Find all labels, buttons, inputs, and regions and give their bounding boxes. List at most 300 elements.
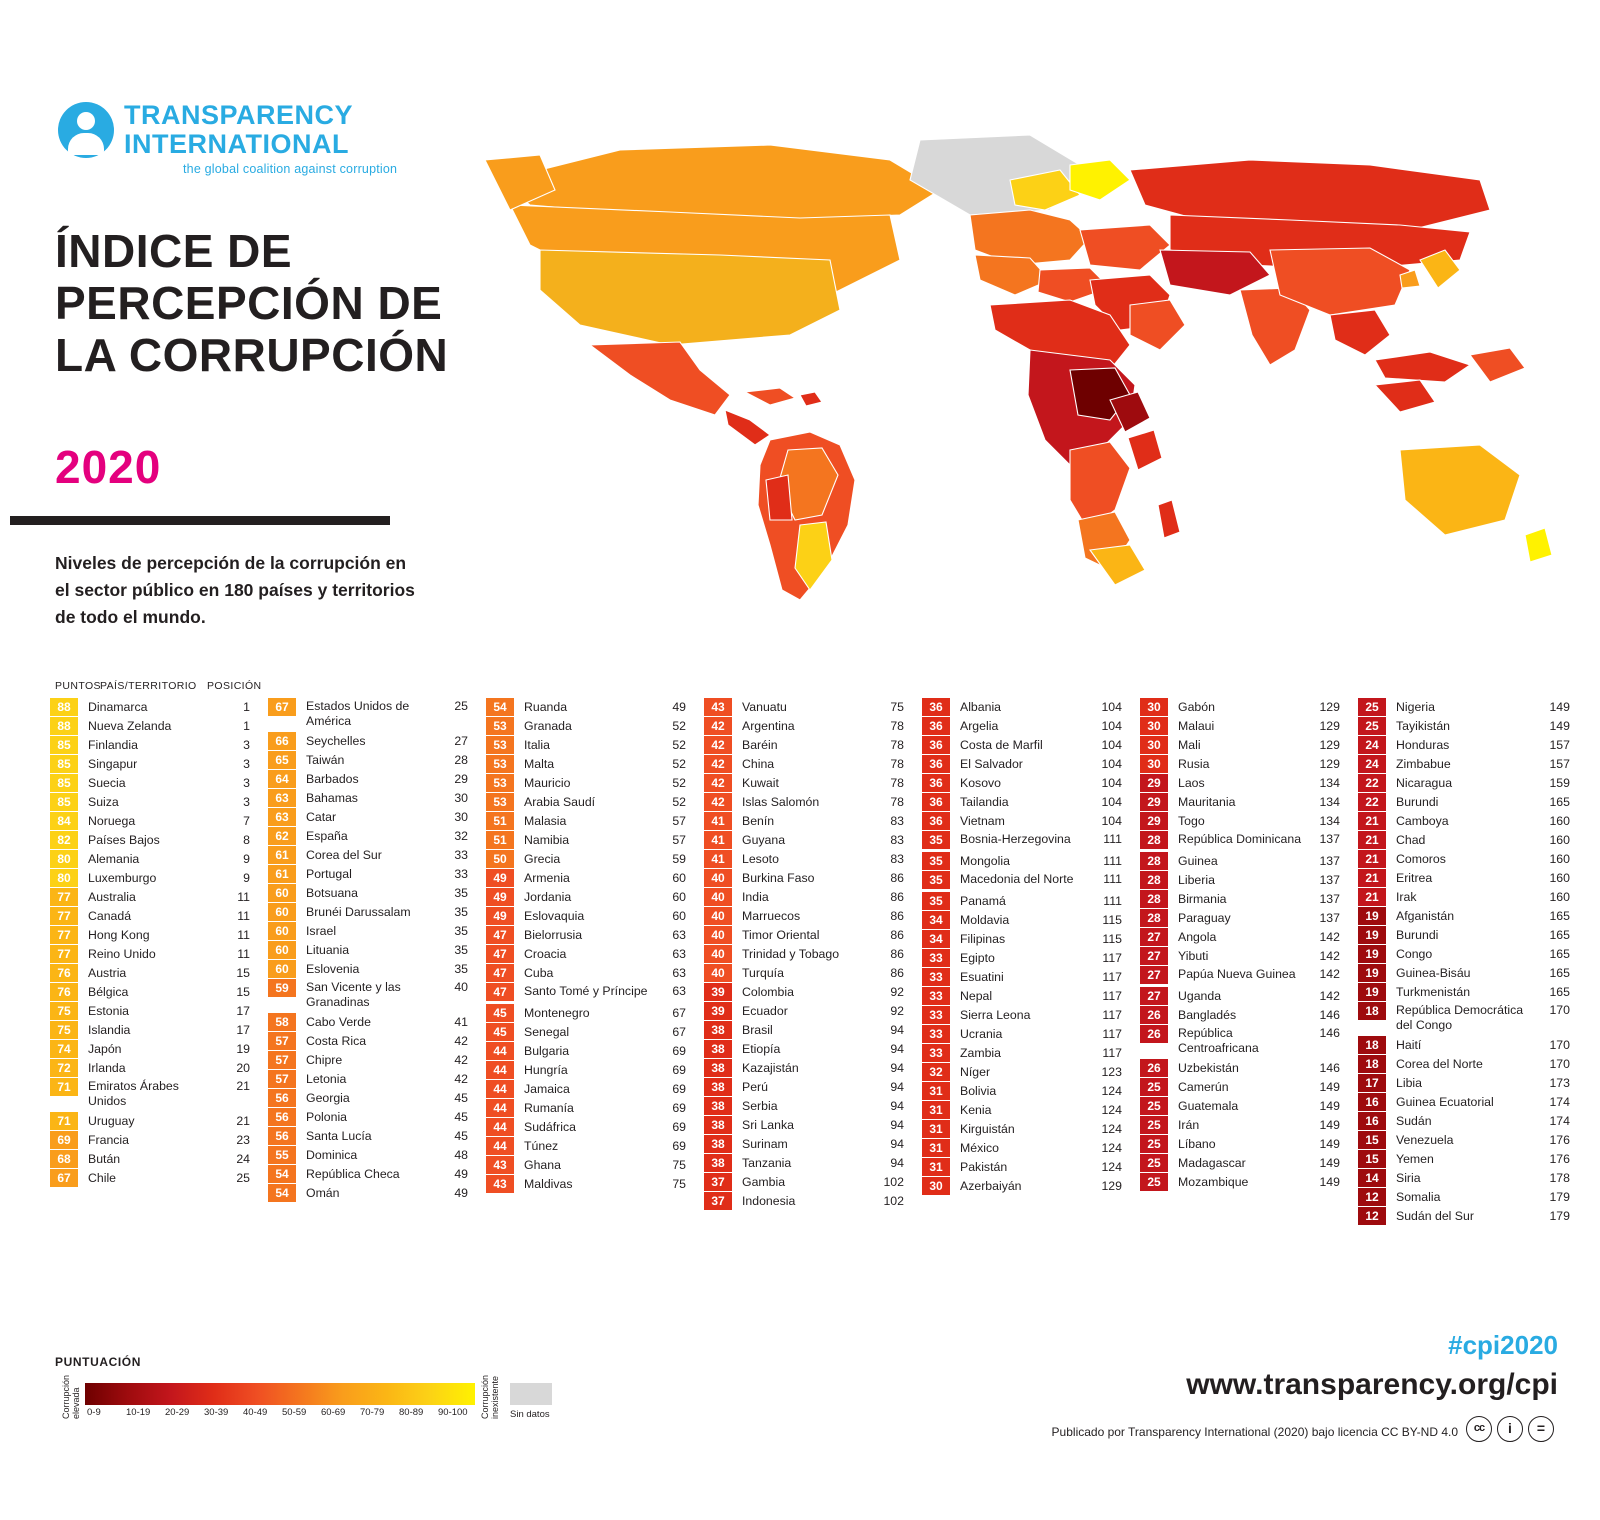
table-row[interactable] bbox=[486, 793, 686, 811]
table-row[interactable] bbox=[50, 812, 250, 830]
table-row[interactable] bbox=[1140, 774, 1340, 792]
table-row[interactable] bbox=[1358, 755, 1570, 773]
country-rank: 170 bbox=[1549, 1003, 1570, 1017]
table-row[interactable] bbox=[704, 793, 904, 811]
table-row[interactable] bbox=[268, 1127, 468, 1145]
table-row[interactable] bbox=[922, 812, 1122, 830]
table-row[interactable] bbox=[1358, 1093, 1570, 1111]
score-badge: 35 bbox=[922, 831, 950, 849]
country-name: Bután bbox=[88, 1152, 121, 1166]
table-row[interactable] bbox=[1140, 1078, 1340, 1096]
table-row[interactable] bbox=[1140, 831, 1340, 849]
country-name: Eslovenia bbox=[306, 962, 360, 976]
country-rank: 94 bbox=[890, 1099, 904, 1113]
table-row[interactable] bbox=[1358, 983, 1570, 1001]
country-name: Vietnam bbox=[960, 814, 1005, 828]
table-row[interactable] bbox=[922, 698, 1122, 716]
country-rank: 35 bbox=[454, 924, 468, 938]
score-badge: 35 bbox=[922, 852, 950, 870]
country-name: Grecia bbox=[524, 852, 561, 866]
table-row[interactable] bbox=[1358, 869, 1570, 887]
table-row[interactable] bbox=[486, 888, 686, 906]
score-badge: 41 bbox=[704, 812, 732, 830]
table-row[interactable] bbox=[1358, 964, 1570, 982]
column-header-points: PUNTOS bbox=[55, 680, 101, 692]
table-row[interactable] bbox=[268, 846, 468, 864]
table-row[interactable] bbox=[268, 1089, 468, 1107]
table-row[interactable] bbox=[704, 831, 904, 849]
table-row[interactable] bbox=[1358, 793, 1570, 811]
table-row[interactable] bbox=[922, 1101, 1122, 1119]
country-rank: 59 bbox=[672, 852, 686, 866]
table-row[interactable] bbox=[50, 774, 250, 792]
score-badge: 14 bbox=[1358, 1169, 1386, 1187]
table-row[interactable] bbox=[50, 983, 250, 1001]
table-row[interactable] bbox=[922, 949, 1122, 967]
score-badge: 39 bbox=[704, 983, 732, 1001]
header bbox=[0, 0, 1600, 660]
country-rank: 165 bbox=[1549, 928, 1570, 942]
table-row[interactable] bbox=[1140, 736, 1340, 754]
table-row[interactable] bbox=[1140, 755, 1340, 773]
table-row[interactable] bbox=[704, 812, 904, 830]
legend-tick-label: 90-100 bbox=[438, 1407, 468, 1418]
table-row[interactable] bbox=[486, 983, 686, 1001]
country-rank: 57 bbox=[672, 833, 686, 847]
country-name: Senegal bbox=[524, 1025, 570, 1039]
table-row[interactable] bbox=[268, 1146, 468, 1164]
country-name: Lesoto bbox=[742, 852, 779, 866]
table-row[interactable] bbox=[922, 892, 1122, 910]
country-name: India bbox=[742, 890, 769, 904]
table-row[interactable] bbox=[704, 1135, 904, 1153]
table-row[interactable] bbox=[704, 1173, 904, 1191]
score-badge: 35 bbox=[922, 871, 950, 889]
country-rank: 75 bbox=[672, 1158, 686, 1172]
table-row[interactable] bbox=[922, 1177, 1122, 1195]
table-row[interactable] bbox=[268, 751, 468, 769]
table-row[interactable] bbox=[1140, 928, 1340, 946]
table-row[interactable] bbox=[1140, 1154, 1340, 1172]
score-badge: 47 bbox=[486, 926, 514, 944]
table-row[interactable] bbox=[268, 903, 468, 921]
table-row[interactable] bbox=[486, 717, 686, 735]
score-badge: 42 bbox=[704, 755, 732, 773]
score-badge: 65 bbox=[268, 751, 296, 769]
table-row[interactable] bbox=[1358, 888, 1570, 906]
score-badge: 19 bbox=[1358, 926, 1386, 944]
table-row[interactable] bbox=[704, 869, 904, 887]
country-rank: 104 bbox=[1101, 795, 1122, 809]
table-row[interactable] bbox=[922, 852, 1122, 870]
table-row[interactable] bbox=[50, 1169, 250, 1187]
table-row[interactable] bbox=[1140, 1059, 1340, 1077]
country-rank: 78 bbox=[890, 795, 904, 809]
table-row[interactable] bbox=[922, 1139, 1122, 1157]
country-name: Lituania bbox=[306, 943, 350, 957]
table-row[interactable] bbox=[50, 831, 250, 849]
table-row[interactable] bbox=[1140, 909, 1340, 927]
country-rank: 165 bbox=[1549, 909, 1570, 923]
table-row[interactable] bbox=[486, 1061, 686, 1079]
table-row[interactable] bbox=[922, 1006, 1122, 1024]
table-row[interactable] bbox=[922, 1158, 1122, 1176]
table-row[interactable] bbox=[1140, 1116, 1340, 1134]
table-row[interactable] bbox=[50, 888, 250, 906]
country-rank: 137 bbox=[1319, 854, 1340, 868]
country-rank: 86 bbox=[890, 947, 904, 961]
table-row[interactable] bbox=[704, 964, 904, 982]
table-row[interactable] bbox=[486, 1156, 686, 1174]
table-row[interactable] bbox=[268, 884, 468, 902]
score-badge: 60 bbox=[268, 903, 296, 921]
table-row[interactable] bbox=[922, 930, 1122, 948]
table-row[interactable] bbox=[704, 945, 904, 963]
table-row[interactable] bbox=[268, 732, 468, 750]
country-rank: 67 bbox=[672, 1025, 686, 1039]
score-badge: 64 bbox=[268, 770, 296, 788]
table-row[interactable] bbox=[922, 1120, 1122, 1138]
table-row[interactable] bbox=[704, 1192, 904, 1210]
table-row[interactable] bbox=[704, 1059, 904, 1077]
score-badge: 44 bbox=[486, 1137, 514, 1155]
table-row[interactable] bbox=[268, 1108, 468, 1126]
table-row[interactable] bbox=[704, 774, 904, 792]
country-rank: 78 bbox=[890, 757, 904, 771]
table-row[interactable] bbox=[268, 1165, 468, 1183]
table-row[interactable] bbox=[50, 755, 250, 773]
table-row[interactable] bbox=[1140, 1173, 1340, 1191]
logo-line1: TRANSPARENCY bbox=[124, 100, 354, 130]
table-row[interactable] bbox=[922, 1044, 1122, 1062]
score-badge: 29 bbox=[1140, 812, 1168, 830]
table-row[interactable] bbox=[704, 698, 904, 716]
table-row[interactable] bbox=[50, 1040, 250, 1058]
country-rank: 149 bbox=[1549, 719, 1570, 733]
table-row[interactable] bbox=[486, 907, 686, 925]
table-row[interactable] bbox=[268, 865, 468, 883]
table-row[interactable] bbox=[1140, 1097, 1340, 1115]
table-row[interactable] bbox=[1358, 1036, 1570, 1054]
country-rank: 124 bbox=[1101, 1160, 1122, 1174]
table-row[interactable] bbox=[704, 1021, 904, 1039]
table-row[interactable] bbox=[50, 945, 250, 963]
table-row[interactable] bbox=[1358, 1112, 1570, 1130]
country-rank: 27 bbox=[454, 734, 468, 748]
table-row[interactable] bbox=[922, 1082, 1122, 1100]
country-rank: 69 bbox=[672, 1120, 686, 1134]
score-badge: 47 bbox=[486, 983, 514, 1001]
table-row[interactable] bbox=[50, 907, 250, 925]
table-row[interactable] bbox=[922, 755, 1122, 773]
table-row[interactable] bbox=[50, 926, 250, 944]
table-row[interactable] bbox=[50, 1150, 250, 1168]
table-row[interactable] bbox=[704, 717, 904, 735]
table-row[interactable] bbox=[50, 717, 250, 735]
table-row[interactable] bbox=[486, 774, 686, 792]
table-row[interactable] bbox=[486, 850, 686, 868]
table-row[interactable] bbox=[50, 736, 250, 754]
table-row[interactable] bbox=[268, 789, 468, 807]
table-row[interactable] bbox=[268, 1032, 468, 1050]
score-badge: 36 bbox=[922, 736, 950, 754]
country-rank: 78 bbox=[890, 776, 904, 790]
score-badge: 38 bbox=[704, 1097, 732, 1115]
score-badge: 85 bbox=[50, 793, 78, 811]
table-row[interactable] bbox=[268, 1070, 468, 1088]
table-row[interactable] bbox=[486, 1099, 686, 1117]
country-rank: 104 bbox=[1101, 814, 1122, 828]
country-name: Corea del Sur bbox=[306, 848, 382, 862]
table-row[interactable] bbox=[1140, 1025, 1340, 1056]
table-row[interactable] bbox=[486, 1137, 686, 1155]
table-row[interactable] bbox=[486, 812, 686, 830]
table-row[interactable] bbox=[1140, 871, 1340, 889]
table-row[interactable] bbox=[1140, 890, 1340, 908]
table-row[interactable] bbox=[922, 774, 1122, 792]
country-rank: 52 bbox=[672, 776, 686, 790]
table-row[interactable] bbox=[486, 831, 686, 849]
table-row[interactable] bbox=[1358, 1055, 1570, 1073]
table-row[interactable] bbox=[1358, 850, 1570, 868]
table-row[interactable] bbox=[704, 1116, 904, 1134]
country-name: Birmania bbox=[1178, 892, 1227, 906]
country-name: China bbox=[742, 757, 775, 771]
table-row[interactable] bbox=[268, 941, 468, 959]
country-name: Jordania bbox=[524, 890, 572, 904]
country-name: Filipinas bbox=[960, 932, 1006, 946]
country-rank: 149 bbox=[1319, 1080, 1340, 1094]
score-badge: 56 bbox=[268, 1127, 296, 1145]
table-row[interactable] bbox=[1140, 717, 1340, 735]
table-row[interactable] bbox=[486, 945, 686, 963]
table-row[interactable] bbox=[50, 793, 250, 811]
score-badge: 51 bbox=[486, 831, 514, 849]
score-badge: 42 bbox=[704, 793, 732, 811]
table-row[interactable] bbox=[704, 850, 904, 868]
transparency-international-logo bbox=[58, 100, 458, 190]
table-row[interactable] bbox=[486, 1042, 686, 1060]
table-row[interactable] bbox=[1358, 831, 1570, 849]
table-row[interactable] bbox=[486, 926, 686, 944]
table-row[interactable] bbox=[922, 871, 1122, 889]
country-name: Uganda bbox=[1178, 989, 1222, 1003]
country-name: Zimbabue bbox=[1396, 757, 1451, 771]
score-badge: 30 bbox=[1140, 698, 1168, 716]
table-row[interactable] bbox=[268, 827, 468, 845]
country-name: Reino Unido bbox=[88, 947, 156, 961]
table-row[interactable] bbox=[486, 964, 686, 982]
country-rank: 159 bbox=[1549, 776, 1570, 790]
table-row[interactable] bbox=[268, 1013, 468, 1031]
country-name: Líbano bbox=[1178, 1137, 1216, 1151]
table-row[interactable] bbox=[50, 850, 250, 868]
table-row[interactable] bbox=[922, 968, 1122, 986]
table-row[interactable] bbox=[268, 979, 468, 1010]
country-name: Panamá bbox=[960, 894, 1006, 908]
country-name: Moldavia bbox=[960, 913, 1010, 927]
country-name: Guinea bbox=[1178, 854, 1218, 868]
table-row[interactable] bbox=[486, 869, 686, 887]
table-row[interactable] bbox=[268, 960, 468, 978]
country-rank: 104 bbox=[1101, 757, 1122, 771]
score-badge: 38 bbox=[704, 1021, 732, 1039]
country-name: Dominica bbox=[306, 1148, 358, 1162]
country-name: Portugal bbox=[306, 867, 352, 881]
country-rank: 111 bbox=[1103, 894, 1122, 908]
table-row[interactable] bbox=[1358, 698, 1570, 716]
table-row[interactable] bbox=[1140, 793, 1340, 811]
table-row[interactable] bbox=[922, 1063, 1122, 1081]
country-name: España bbox=[306, 829, 348, 843]
table-row[interactable] bbox=[704, 755, 904, 773]
table-row[interactable] bbox=[1140, 1135, 1340, 1153]
table-row[interactable] bbox=[704, 1154, 904, 1172]
score-badge: 60 bbox=[268, 922, 296, 940]
score-badge: 25 bbox=[1140, 1154, 1168, 1172]
table-row[interactable] bbox=[268, 808, 468, 826]
country-name: Islandia bbox=[88, 1023, 131, 1037]
country-rank: 63 bbox=[672, 984, 686, 998]
table-row[interactable] bbox=[922, 987, 1122, 1005]
table-row[interactable] bbox=[704, 926, 904, 944]
table-row[interactable] bbox=[1358, 717, 1570, 735]
score-badge: 31 bbox=[922, 1158, 950, 1176]
table-row[interactable] bbox=[1140, 852, 1340, 870]
table-row[interactable] bbox=[922, 736, 1122, 754]
legend-tick-label: 0-9 bbox=[87, 1407, 101, 1418]
country-rank: 86 bbox=[890, 928, 904, 942]
table-row[interactable] bbox=[50, 698, 250, 716]
page-year: 2020 bbox=[55, 441, 162, 493]
country-name: Sri Lanka bbox=[742, 1118, 794, 1132]
table-row[interactable] bbox=[50, 1131, 250, 1149]
legend-right-label: Corrupción inexistente bbox=[480, 1374, 500, 1419]
country-rank: 117 bbox=[1102, 1046, 1122, 1060]
table-row[interactable] bbox=[50, 1059, 250, 1077]
table-row[interactable] bbox=[50, 1002, 250, 1020]
table-row[interactable] bbox=[1358, 1188, 1570, 1206]
country-rank: 35 bbox=[454, 905, 468, 919]
score-badge: 53 bbox=[486, 755, 514, 773]
country-name: Omán bbox=[306, 1186, 340, 1200]
table-row[interactable] bbox=[1358, 1074, 1570, 1092]
score-badge: 61 bbox=[268, 865, 296, 883]
score-badge: 24 bbox=[1358, 736, 1386, 754]
table-row[interactable] bbox=[704, 888, 904, 906]
table-row[interactable] bbox=[486, 755, 686, 773]
score-badge: 75 bbox=[50, 1002, 78, 1020]
table-row[interactable] bbox=[704, 1097, 904, 1115]
country-name: Tayikistán bbox=[1396, 719, 1450, 733]
table-row[interactable] bbox=[704, 736, 904, 754]
score-badge: 19 bbox=[1358, 907, 1386, 925]
table-row[interactable] bbox=[1140, 1006, 1340, 1024]
cpi-url-link[interactable]: www.transparency.org/cpi bbox=[1186, 1368, 1558, 1401]
table-row[interactable] bbox=[1140, 698, 1340, 716]
table-row[interactable] bbox=[704, 1002, 904, 1020]
table-row[interactable] bbox=[922, 793, 1122, 811]
table-row[interactable] bbox=[922, 911, 1122, 929]
country-name: Países Bajos bbox=[88, 833, 160, 847]
country-name: Santo Tomé y Príncipe bbox=[524, 984, 648, 998]
table-row[interactable] bbox=[704, 907, 904, 925]
country-rank: 9 bbox=[243, 852, 250, 866]
table-row[interactable] bbox=[1358, 945, 1570, 963]
table-row[interactable] bbox=[268, 1184, 468, 1202]
table-row[interactable] bbox=[1358, 1002, 1570, 1033]
table-row[interactable] bbox=[486, 736, 686, 754]
table-column bbox=[922, 698, 1122, 1196]
table-row[interactable] bbox=[50, 1078, 250, 1109]
country-rank: 49 bbox=[454, 1186, 468, 1200]
table-row[interactable] bbox=[50, 869, 250, 887]
table-row[interactable] bbox=[486, 1023, 686, 1041]
table-row[interactable] bbox=[922, 717, 1122, 735]
country-name: Alemania bbox=[88, 852, 140, 866]
country-name: Suiza bbox=[88, 795, 119, 809]
score-badge: 88 bbox=[50, 717, 78, 735]
country-name: Bangladés bbox=[1178, 1008, 1237, 1022]
score-badge: 57 bbox=[268, 1032, 296, 1050]
table-row[interactable] bbox=[704, 1040, 904, 1058]
table-row[interactable] bbox=[1140, 947, 1340, 965]
score-badge: 25 bbox=[1140, 1078, 1168, 1096]
table-row[interactable] bbox=[1140, 987, 1340, 1005]
country-rank: 78 bbox=[890, 738, 904, 752]
country-name: Libia bbox=[1396, 1076, 1422, 1090]
country-rank: 25 bbox=[454, 699, 468, 713]
country-name: Cuba bbox=[524, 966, 554, 980]
table-row[interactable] bbox=[486, 1118, 686, 1136]
table-row[interactable] bbox=[486, 1080, 686, 1098]
table-row[interactable] bbox=[1358, 1131, 1570, 1149]
table-row[interactable] bbox=[268, 1051, 468, 1069]
table-row[interactable] bbox=[486, 1175, 686, 1193]
table-row[interactable] bbox=[1358, 1207, 1570, 1225]
country-rank: 45 bbox=[454, 1110, 468, 1124]
table-row[interactable] bbox=[1140, 966, 1340, 984]
table-row[interactable] bbox=[922, 831, 1122, 849]
table-row[interactable] bbox=[1358, 907, 1570, 925]
table-row[interactable] bbox=[922, 1025, 1122, 1043]
table-row[interactable] bbox=[268, 770, 468, 788]
table-row[interactable] bbox=[1358, 774, 1570, 792]
cc-badge-icon: i bbox=[1497, 1416, 1523, 1442]
table-row[interactable] bbox=[1358, 736, 1570, 754]
country-name: Sudán bbox=[1396, 1114, 1432, 1128]
table-row[interactable] bbox=[50, 1112, 250, 1130]
table-row[interactable] bbox=[1358, 812, 1570, 830]
table-row[interactable] bbox=[1140, 812, 1340, 830]
table-row[interactable] bbox=[486, 1004, 686, 1022]
table-row[interactable] bbox=[50, 964, 250, 982]
country-rank: 94 bbox=[890, 1042, 904, 1056]
table-row[interactable] bbox=[486, 698, 686, 716]
table-row[interactable] bbox=[1358, 926, 1570, 944]
table-row[interactable] bbox=[1358, 1169, 1570, 1187]
table-row[interactable] bbox=[704, 1078, 904, 1096]
country-rank: 157 bbox=[1549, 757, 1570, 771]
table-row[interactable] bbox=[50, 1021, 250, 1039]
country-name: Baréin bbox=[742, 738, 778, 752]
table-row[interactable] bbox=[704, 983, 904, 1001]
score-badge: 56 bbox=[268, 1089, 296, 1107]
table-row[interactable] bbox=[268, 698, 468, 729]
country-rank: 137 bbox=[1319, 911, 1340, 925]
table-row[interactable] bbox=[268, 922, 468, 940]
table-row[interactable] bbox=[1358, 1150, 1570, 1168]
